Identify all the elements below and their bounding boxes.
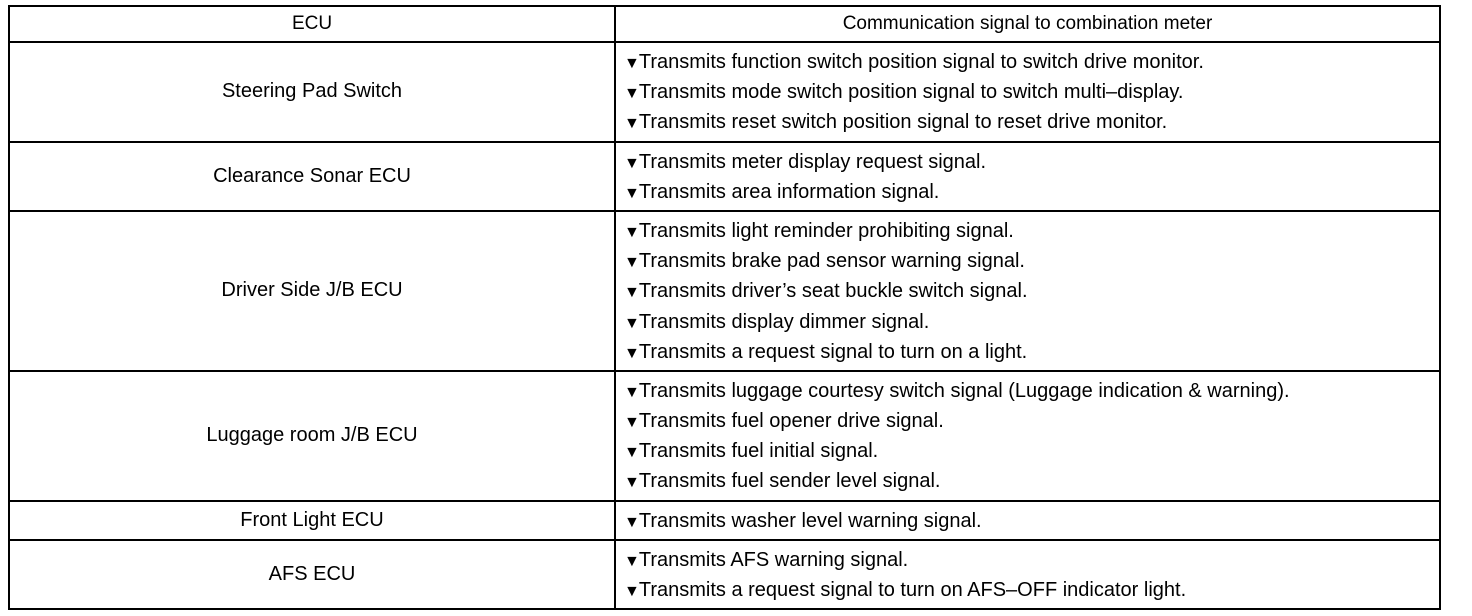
signal-item: [624, 77, 1439, 107]
triangle-down-icon: ▼: [624, 314, 640, 332]
signal-text: Transmits mode switch position signal to switch multi–display.: [638, 81, 1184, 104]
ecu-signal-table: [8, 5, 1441, 610]
triangle-down-icon: ▼: [624, 344, 640, 362]
triangle-down-icon: ▼: [624, 552, 640, 570]
triangle-down-icon: ▼: [624, 184, 640, 202]
triangle-down-icon: ▼: [624, 513, 640, 531]
table-row: [9, 501, 1440, 540]
signal-item: [624, 406, 1439, 436]
signal-text: Transmits a request signal to turn on AFS–OFF indicator light.: [638, 579, 1187, 601]
signal-item: [624, 47, 1439, 77]
signal-item: [624, 107, 1439, 137]
signal-list: [615, 211, 1440, 371]
ecu-name: AFS ECU: [9, 540, 615, 609]
signal-item: [624, 466, 1439, 496]
triangle-down-icon: ▼: [624, 254, 640, 272]
triangle-down-icon: ▼: [624, 115, 640, 133]
header-row: [9, 6, 1440, 42]
signal-text: Transmits a request signal to turn on a light.: [638, 340, 1028, 363]
signal-text: Transmits washer level warning signal.: [638, 509, 982, 532]
triangle-down-icon: ▼: [624, 223, 640, 241]
signal-item: [624, 147, 1439, 177]
signal-list: [615, 371, 1440, 501]
table-row: [9, 371, 1440, 501]
signal-text: Transmits area information signal.: [638, 180, 940, 203]
ecu-name: Driver Side J/B ECU: [9, 211, 615, 371]
signal-list: [615, 501, 1440, 540]
signal-text: Transmits light reminder prohibiting signal.: [638, 219, 1014, 242]
triangle-down-icon: ▼: [624, 154, 640, 172]
triangle-down-icon: ▼: [624, 444, 640, 462]
table-row: [9, 211, 1440, 371]
signal-text: Transmits AFS warning signal.: [638, 548, 909, 571]
signal-text: Transmits fuel opener drive signal.: [638, 410, 944, 433]
signal-text: Transmits function switch position signal to switch drive monitor.: [638, 51, 1204, 73]
signal-item: [624, 177, 1439, 207]
signal-text: Transmits display dimmer signal.: [638, 310, 930, 333]
triangle-down-icon: ▼: [624, 85, 640, 103]
triangle-down-icon: ▼: [624, 474, 640, 492]
triangle-down-icon: ▼: [624, 583, 640, 600]
header-communication-signal: Communication signal to combination meter: [615, 6, 1440, 42]
signal-item: [624, 506, 1439, 536]
signal-item: [624, 545, 1439, 575]
signal-item: [624, 216, 1439, 246]
signal-text: Transmits reset switch position signal to reset drive monitor.: [638, 111, 1168, 134]
table-row: [9, 42, 1440, 142]
signal-list: [615, 540, 1440, 609]
ecu-name: Clearance Sonar ECU: [9, 142, 615, 211]
signal-list: [615, 42, 1440, 142]
ecu-name: Luggage room J/B ECU: [9, 371, 615, 501]
signal-text: Transmits fuel initial signal.: [638, 440, 879, 463]
signal-list: [615, 142, 1440, 211]
ecu-name: Steering Pad Switch: [9, 42, 615, 142]
triangle-down-icon: ▼: [624, 414, 640, 432]
ecu-name: Front Light ECU: [9, 501, 615, 540]
signal-item: [624, 575, 1439, 605]
header-ecu: ECU: [9, 6, 615, 42]
signal-text: Transmits fuel sender level signal.: [638, 470, 941, 493]
signal-item: [624, 376, 1439, 406]
signal-text: Transmits driver’s seat buckle switch signal.: [638, 280, 1028, 303]
signal-text: Transmits brake pad sensor warning signal.: [638, 250, 1025, 273]
signal-text: Transmits luggage courtesy switch signal (Luggage indication & warning).: [638, 379, 1290, 402]
signal-item: [624, 307, 1439, 337]
table-row: [9, 540, 1440, 609]
signal-item: [624, 436, 1439, 466]
table-row: [9, 142, 1440, 211]
signal-item: [624, 276, 1439, 306]
triangle-down-icon: ▼: [624, 284, 640, 302]
signal-text: Transmits meter display request signal.: [638, 150, 987, 173]
triangle-down-icon: ▼: [624, 383, 640, 401]
triangle-down-icon: ▼: [624, 55, 640, 72]
signal-item: [624, 246, 1439, 276]
signal-item: [624, 337, 1439, 367]
